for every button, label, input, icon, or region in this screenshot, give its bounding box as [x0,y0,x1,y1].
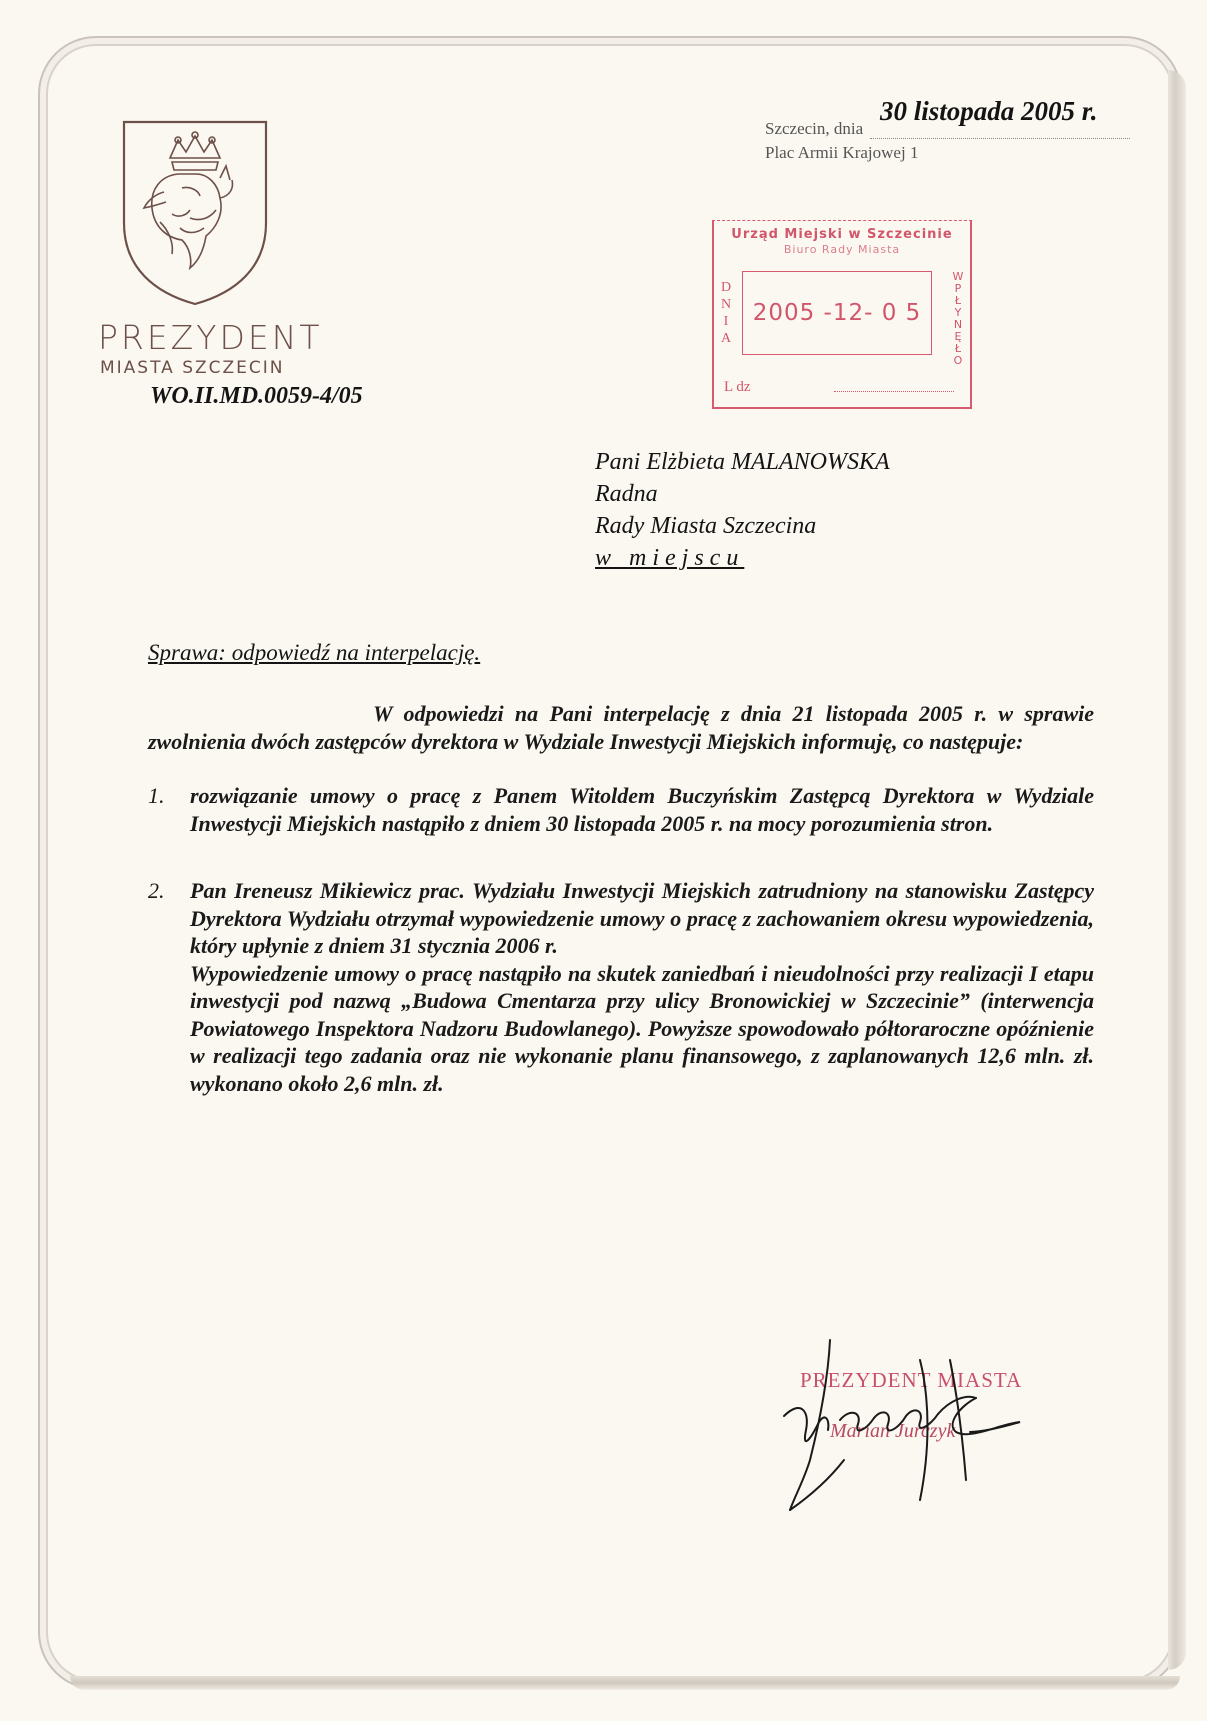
recipient-block [595,446,890,574]
list-item-text-continued: Wypowiedzenie umowy o pracę nastąpiło na skutek zaniedbań i nieudolności przy realizacji I etapu inwestycji pod nazwą „Budowa Cmentarza przy ulicy Bronowickiej w Szczecinie” (interwencja Powiatowego Inspektora Nadzoru Budowlanego). Powyższe spowodowało półtoraroczne opóźnienie w realizacji tego zadania oraz nie wykonanie planu finansowego, z zaplanowanych 12,6 mln. zł. wykonano około 2,6 mln. zł. [190,960,1094,1096]
place-label: Szczecin, dnia [765,119,864,138]
stamp-date-box [742,271,932,355]
list-item-text: rozwiązanie umowy o pracę z Panem Witoldem Buczyńskim Zastępcą Dyrektora w Wydziale Inwestycji Miejskich nastąpiło z dniem 30 listopada 2005 r. na mocy porozumienia stron. [190,783,1094,836]
list-item-text: Pan Ireneusz Mikiewicz prac. Wydziału Inwestycji Miejskich zatrudniony na stanowisku Zastępcy Dyrektora Wydziału otrzymał wypowiedzenie umowy o pracę z zachowaniem okresu wypowiedzenia, który upłynie z dniem 31 stycznia 2006 r. [190,878,1094,958]
date-dotted-line [870,138,1130,139]
issuer-subtitle: MIASTA SZCZECIN [100,358,285,378]
page-edge-right [1168,70,1186,1670]
list-item-number: 1. [148,783,165,808]
handwritten-signature [770,1320,1070,1520]
signature-name-stamp: Marian Jurczyk [830,1420,956,1442]
letter-body [148,700,1094,1097]
stamp-department: Biuro Rady Miasta [783,243,901,256]
issuer-title: PREZYDENT [98,318,323,357]
sender-address: Plac Armii Krajowej 1 [765,143,919,162]
stamp-side-right: W P Ł Y N Ę Ł O [952,270,964,367]
city-crest-icon [120,118,270,308]
list-item [148,782,1094,837]
letter-date: 30 listopada 2005 r. [880,96,1098,126]
stamp-ldz-line [834,391,954,392]
signature-title-stamp: PREZYDENT MIASTA [800,1368,1023,1392]
stamp-side-left: D N I A [720,280,732,346]
list-item [148,877,1094,1097]
letter-subject: Sprawa: odpowiedź na interpelację. [148,640,481,665]
reference-number: WO.II.MD.0059-4/05 [150,383,363,409]
list-item-number: 2. [148,878,165,903]
received-stamp [712,220,972,409]
recipient-body: Rady Miasta Szczecina [595,513,817,539]
body-intro: W odpowiedzi na Pani interpelację z dnia 21 listopada 2005 r. w sprawie zwolnienia dwóch zastępców dyrektora w Wydziale Inwestycji Miejskich informuję, co następuje: [148,701,1094,754]
stamp-ldz-label: L dz [724,379,751,395]
recipient-role: Radna [595,481,658,507]
stamp-office: Urząd Miejski w Szczecinie [731,227,953,242]
recipient-location: w miejscu [595,545,745,571]
recipient-name: Pani Elżbieta MALANOWSKA [595,449,890,475]
page-edge-bottom [70,1676,1180,1690]
stamp-received-date: 2005 -12- 0 5 [752,300,922,326]
